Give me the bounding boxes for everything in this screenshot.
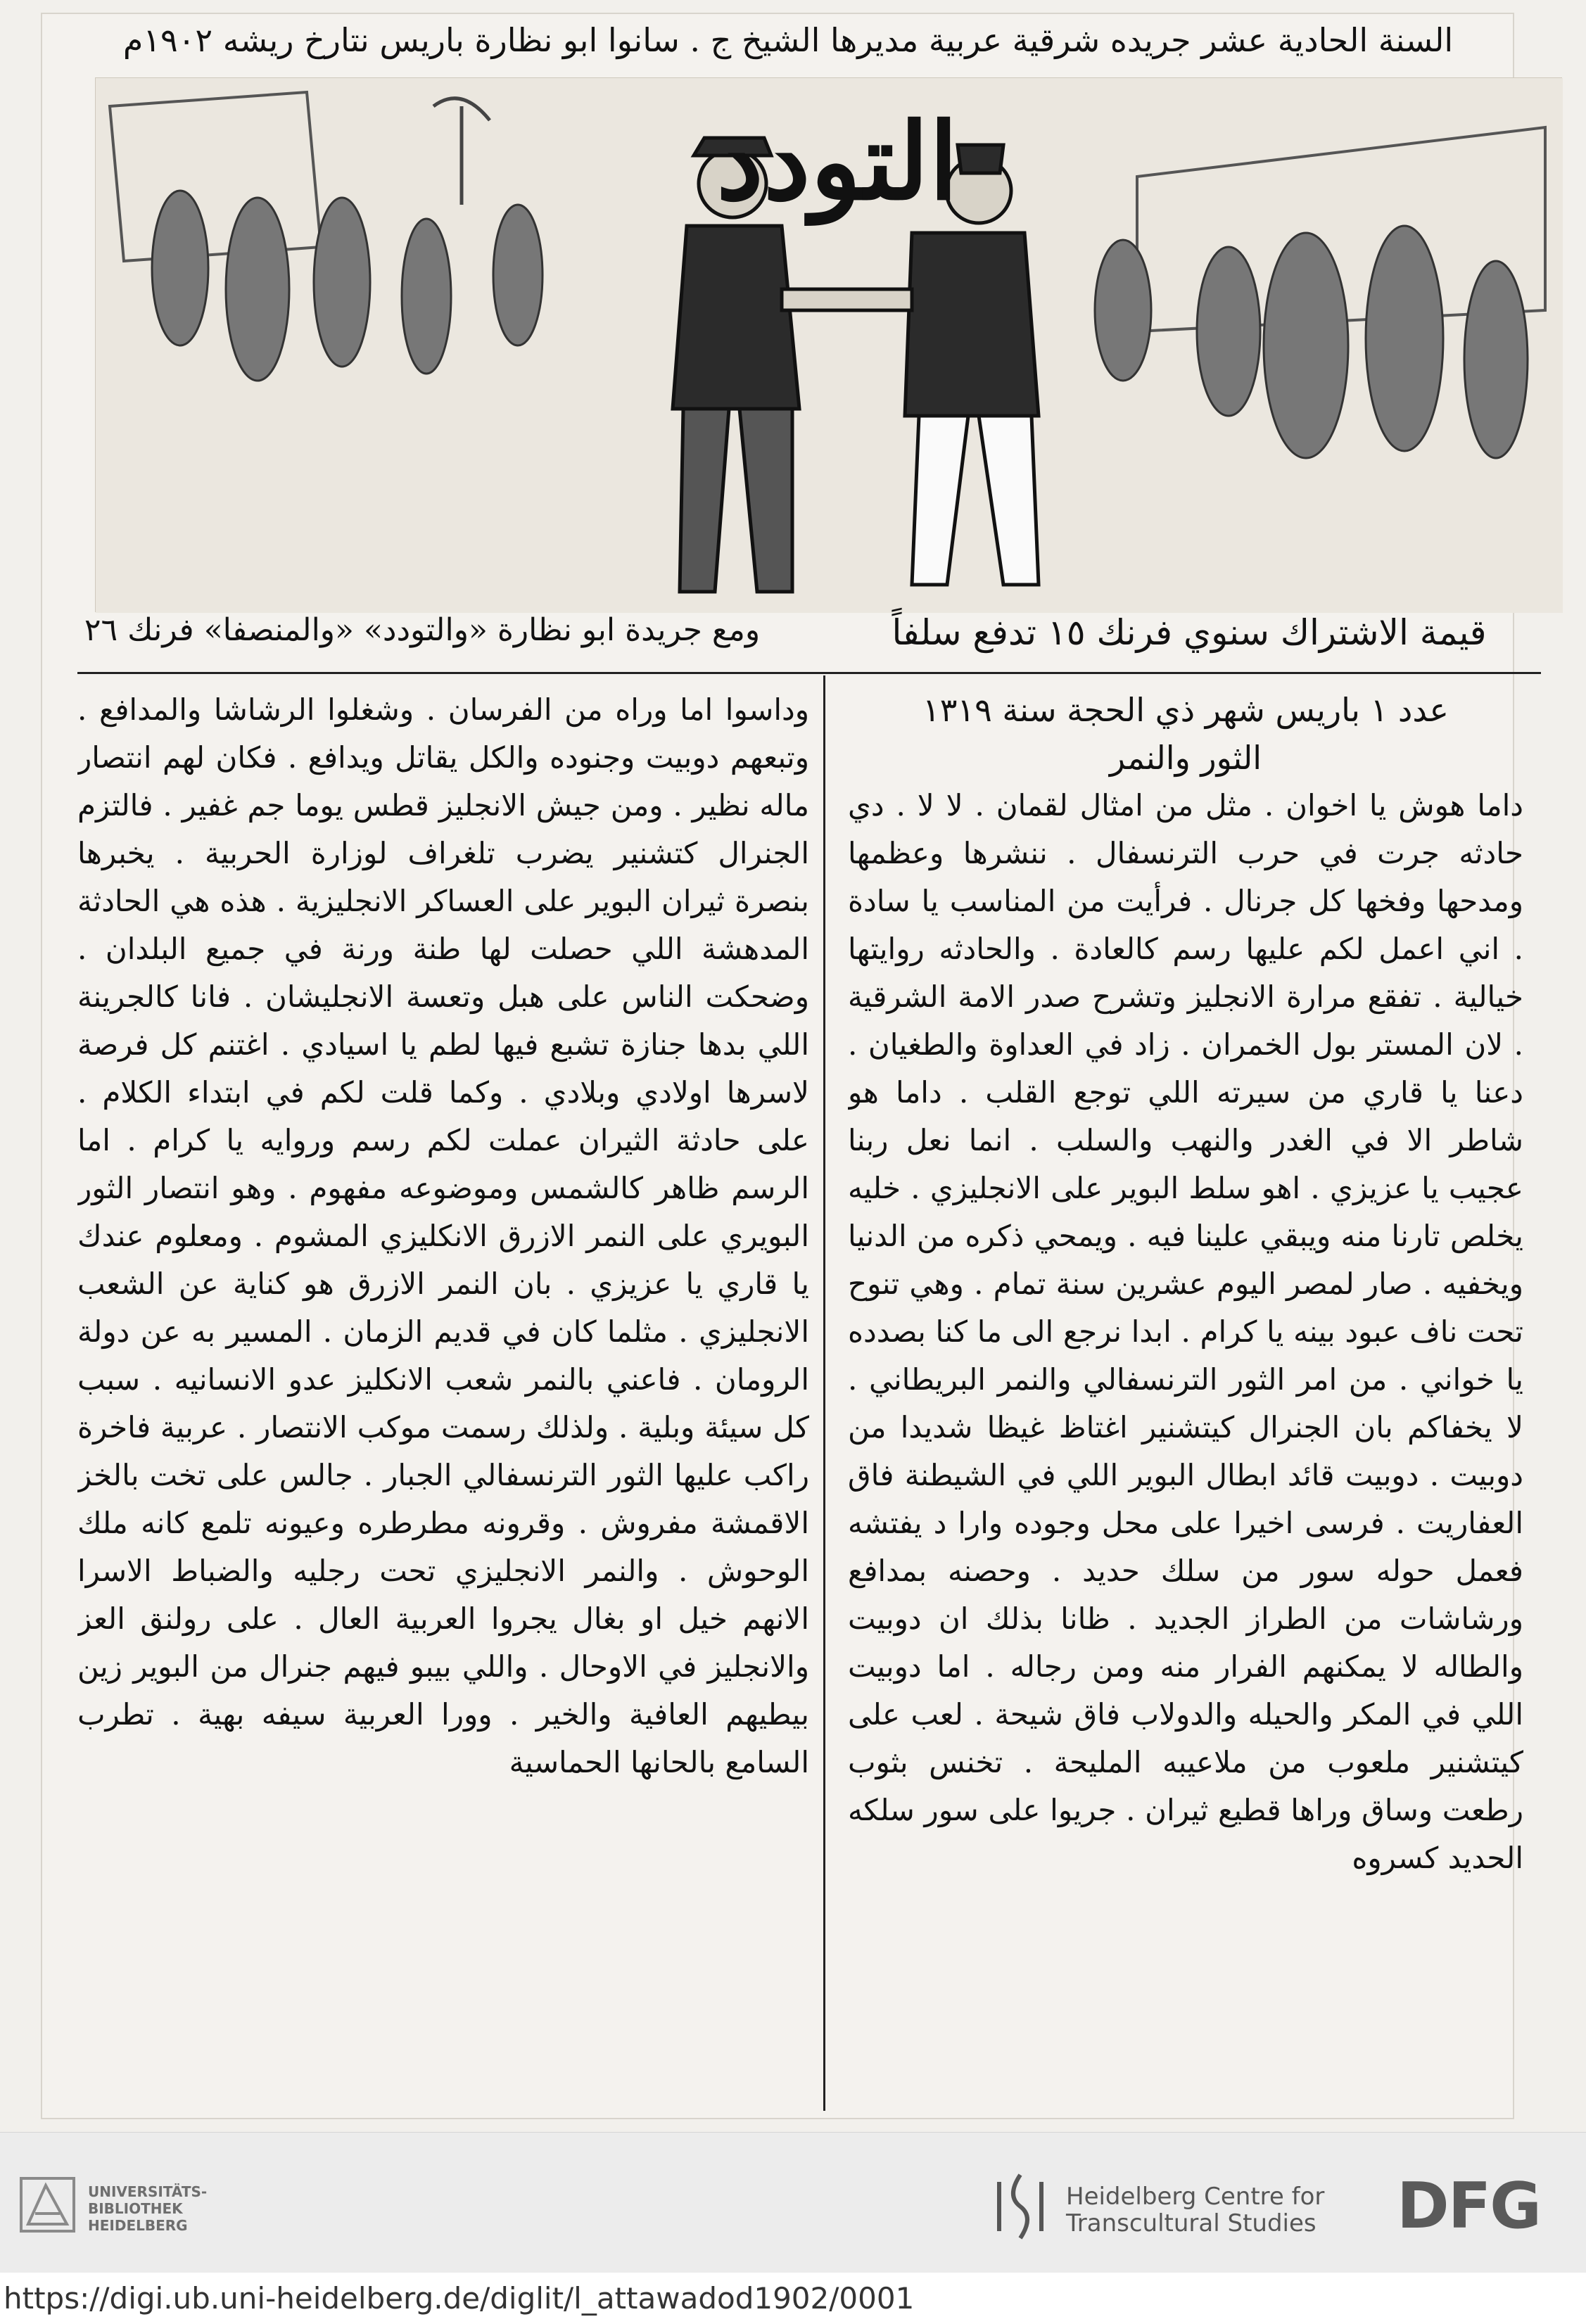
newspaper-masthead: التودد <box>716 100 958 224</box>
university-library-name <box>88 2183 299 2240</box>
centre-name-line2: Transcultural Studies <box>1066 2209 1317 2237</box>
university-name-line1: UNIVERSITÄTS- <box>88 2183 208 2200</box>
url-bar <box>0 2273 1586 2324</box>
university-name-line2: BIBLIOTHEK <box>88 2200 183 2217</box>
university-name-line3: HEIDELBERG <box>88 2217 188 2234</box>
article-title: الثور والنمر <box>1109 739 1262 777</box>
header-divider <box>77 672 1541 674</box>
page-url-link[interactable]: https://digi.ub.uni-heidelberg.de/diglit/l_attawadod1902/0001 <box>4 2281 915 2316</box>
centre-name-line1: Heidelberg Centre for <box>1066 2183 1325 2211</box>
heidelberg-centre-logo-icon <box>982 2168 1059 2245</box>
viewer-footer <box>0 2132 1586 2273</box>
combined-subscription: ومع جريدة ابو نظارة «والتودد» «والمنصفا» فرنك ٢٦ <box>84 612 761 648</box>
subscription-price: قيمة الاشتراك سنوي فرنك ١٥ تدفع سلفاً <box>892 612 1487 653</box>
article-body-left: وداسوا اما وراه من الفرسان . وشغلوا الرشاشا والمدافع . وتبعهم دوبيت وجنوده والكل يقاتل ويدافع . فكان لهم انتصار ماله نظير . ومن جيش الانجليز قطس يوما جم غفير . فالتزم الجنرال كتشنير يضرب تلغراف لوزارة الحربية . يخبرها بنصرة ثيران البوير على العساكر الانجليزية . هذه هي الحادثة المدهشة اللي حصلت لها طنة ورنة في جميع البلدان . وضحكت الناس على هبل وتعسة الانجليشان . فانا كالجرينة اللي بدها جنازة تشبع فيها لطم يا اسيادي . اغتنم كل فرصة لاسرها اولادي وبلادي . وكما قلت لكم في ابتداء الكلام . على حادثة الثيران عملت لكم رسم وروايه يا كرام . اما الرسم ظاهر كالشمس وموضوعه مفهوم . وهو انتصار الثور البويري على النمر الازرق الانكليزي المشوم . ومعلوم عندك يا قاري يا عزيزي . بان النمر الازرق هو كناية عن الشعب الانجليزي . مثلما كان في قديم الزمان . المسير به عن دولة الرومان . فاعني بالنمر شعب الانكليز عدو الانسانيه . سبب كل سيئة وبلية . ولذلك رسمت موكب الانتصار . عربية فاخرة راكب عليها الثور الترنسفالي الجبار . جالس على تخت بالخز الاقمشة مفروش . وقرونه مطرطره وعيونه تلمع كانه ملك الوحوش . والنمر الانجليزي تحت رجليه والضباط الاسرا الانهم خيل او بغال يجروا العربية العال . على رولنق العز والانجليز في الاوحال . واللي بيبو فيهم جنرال من البوير زين بيطيهم العافية والخير . وورا العربية سيفه بهية . تطرب السامع بالحانها الحماسية <box>77 692 809 1779</box>
article-body-right: داما هوش يا اخوان . مثل من امثال لقمان . لا لا . دي حادثه جرت في حرب الترنسفال . ننشرها وعظمها ومدحها وفخها كل جرنال . فرأيت من المناسب يا سادة . اني اعمل لكم عليها رسم كالعادة . والحادثه روايتها خيالية . تفقع مرارة الانجليز وتشرح صدر الامة الشرقية . لان المستر بول الخمران . زاد في العداوة والطغيان . دعنا يا قاري من سيرته اللي توجع القلب . داما هو شاطر الا في الغدر والنهب والسلب . انما نعل ربنا عجيب يا عزيزي . اهو سلط البوير على الانجليزي . خليه يخلص تارنا منه ويبقي علينا فيه . ويمحي ذكره من الدنيا ويخفيه . صار لمصر اليوم عشرين سنة تمام . وهي تنوح تحت ناف عبود بينه يا كرام . ابدا نرجع الى ما كنا بصدده يا خواني . من امر الثور الترنسفالي والنمر البريطاني . لا يخفاكم بان الجنرال كيتشنير اغتاظ غيظا شديدا من دوبيت . دوبيت قائد ابطال البوير اللي في الشيطنة فاق العفاريت . فرسى اخيرا على محل وجوده وارا د يفتشه فعمل حوله سور من سلك حديد . وحصنه بمدافع ورشاشات من الطراز الجديد . ظانا بذلك ان دوبيت والطاله لا يمكنهم الفرار منه ومن رجاله . اما دوبيت اللي في المكر والحيله والدولاب فاق شيحة . لعب على كيتشنير ملعوب من ملاعيبه المليحة . تخنس بثوب رطعت وساق وراها قطيع ثيران . جريوا على سور سلكه الحديد كسروه <box>848 788 1523 1875</box>
heidelberg-centre-name <box>1066 2183 1369 2240</box>
issue-line: عدد ١ باريس شهر ذي الحجة سنة ١٣١٩ <box>922 691 1449 729</box>
university-library-logo-icon <box>18 2175 77 2235</box>
issue-header-line: السنة الحادية عشر جريده شرقية عربية مديرها الشيخ ج . سانوا ابو نظارة باريس نتارخ ريشه ١٩٠٢م <box>122 21 1454 59</box>
right-text-column <box>848 686 1523 2100</box>
dfg-logo: DFG <box>1397 2169 1541 2243</box>
left-text-column <box>77 686 809 2100</box>
column-divider <box>823 675 825 2111</box>
